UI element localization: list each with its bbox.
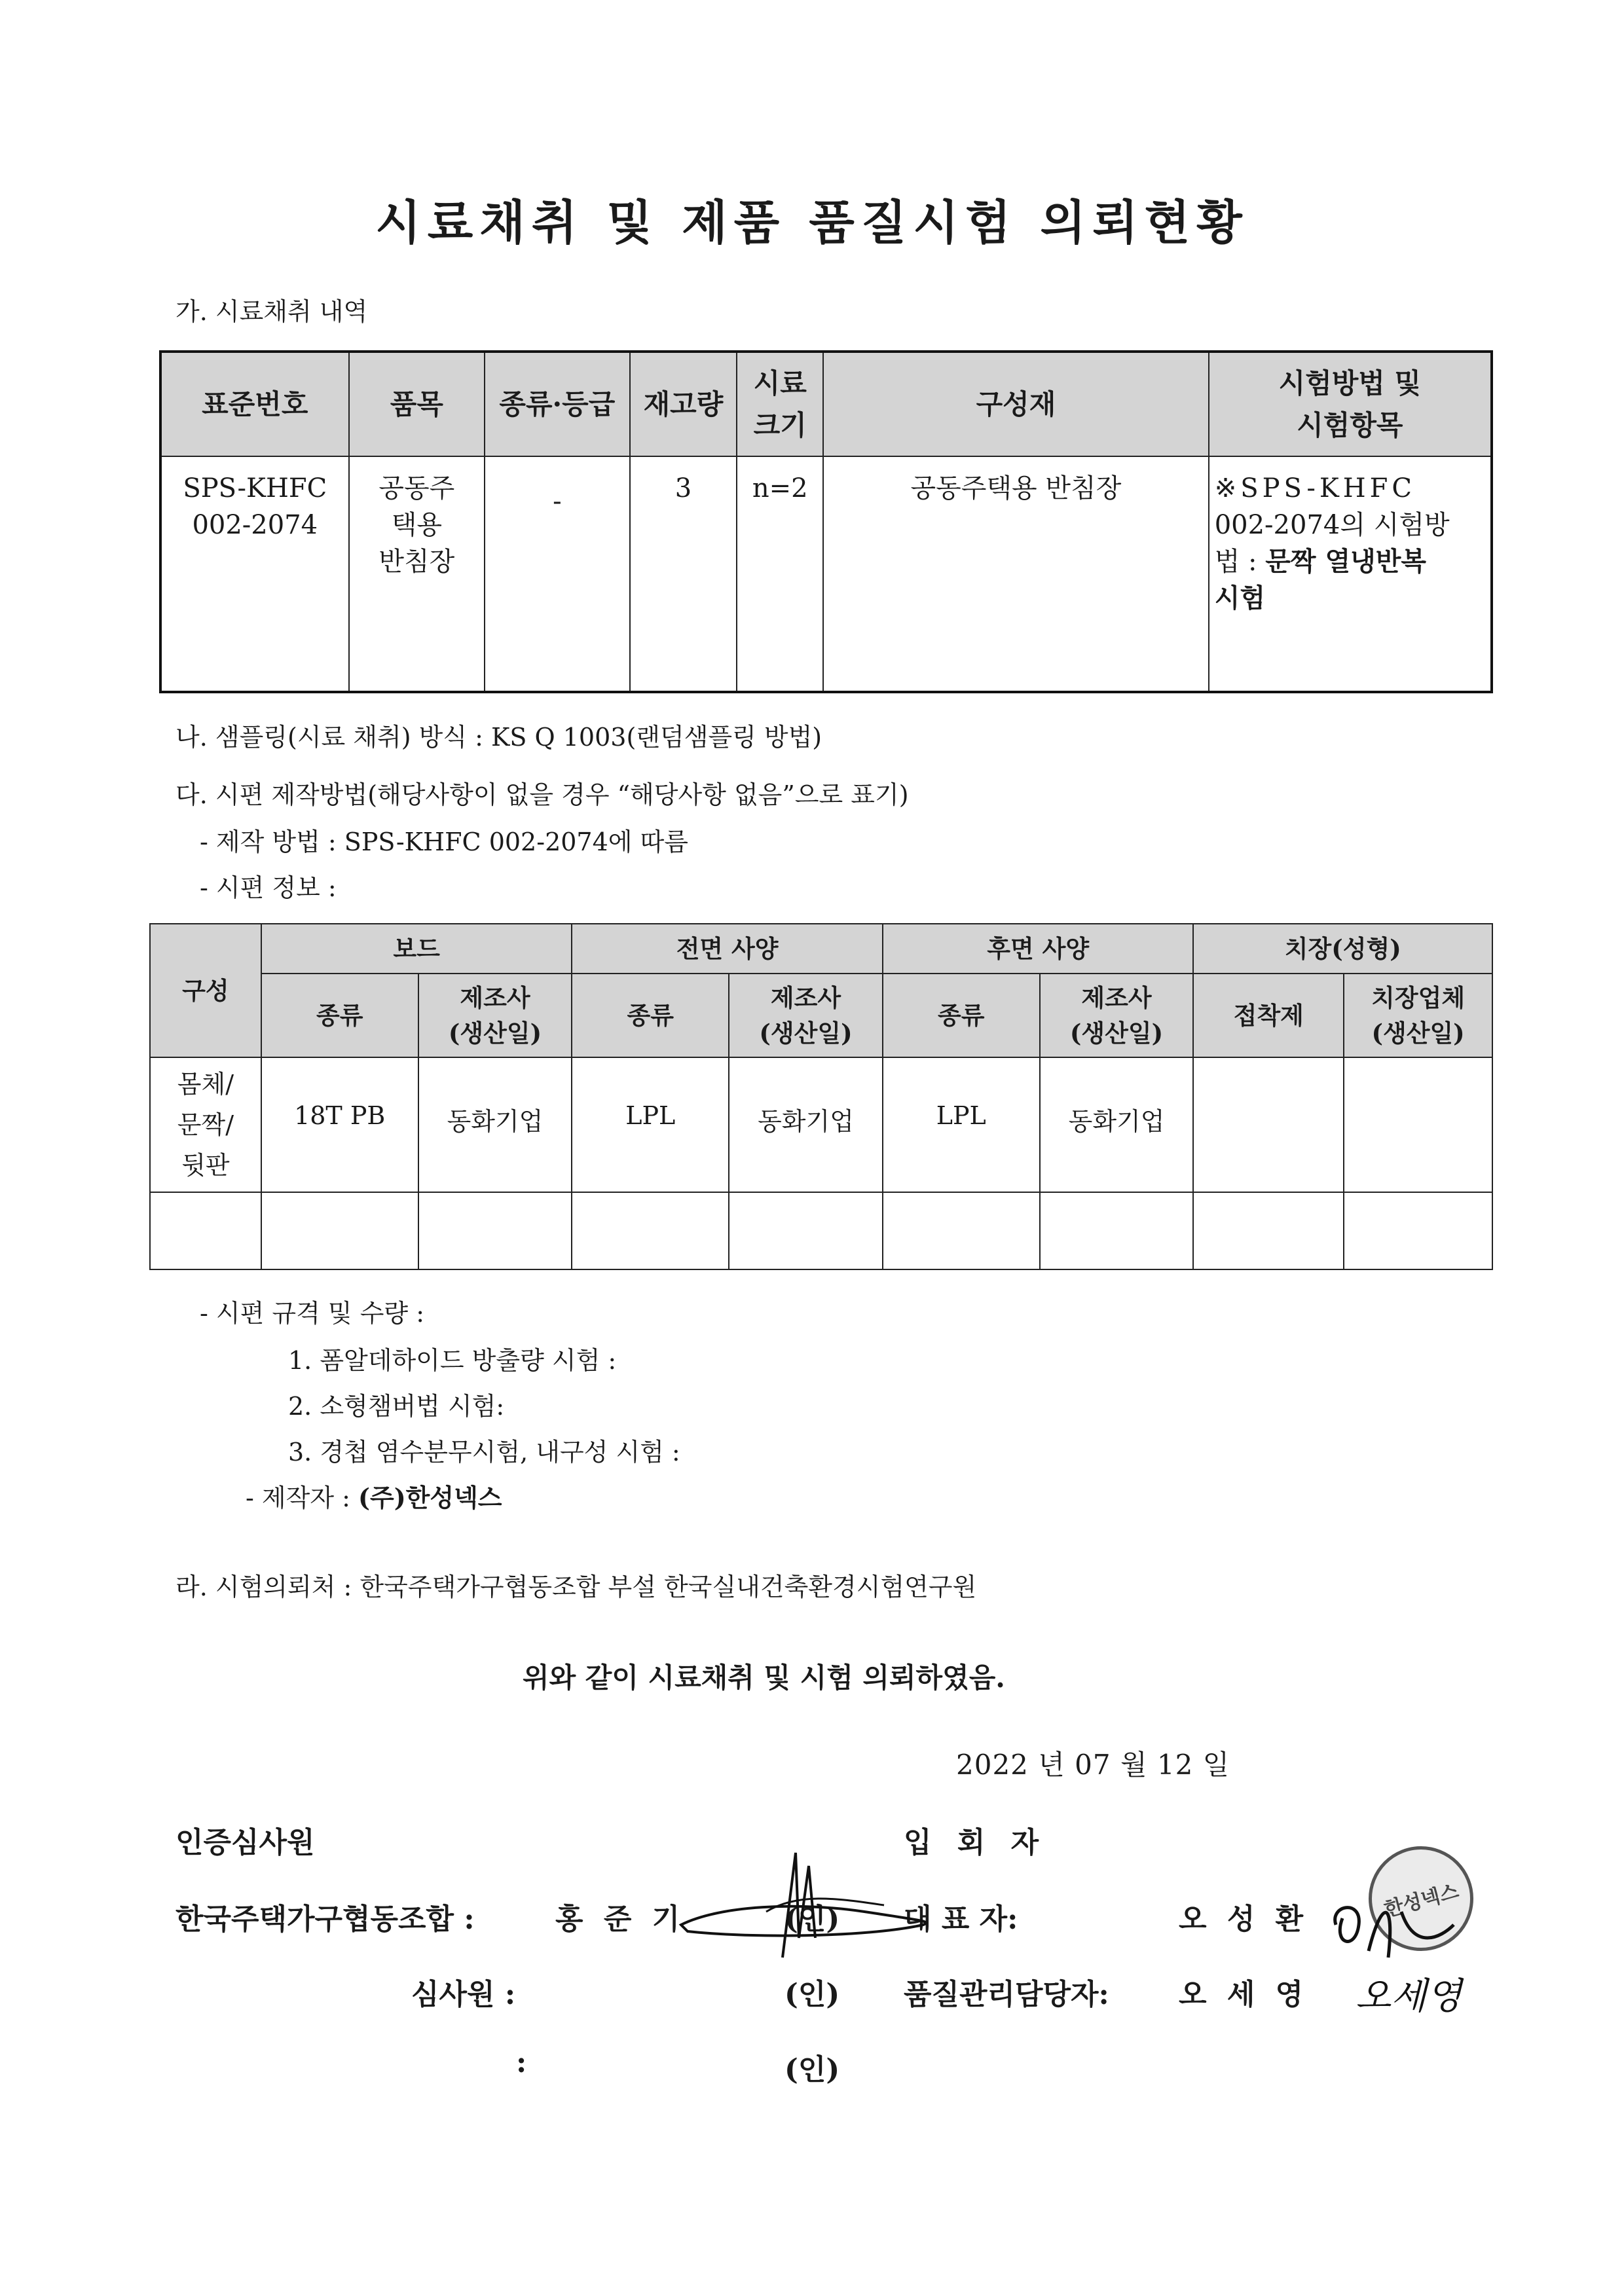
test-item-3: 3. 경첩 염수분무시험, 내구성 시험 :: [288, 1438, 680, 1467]
header-composition: 구성: [150, 924, 261, 1057]
section-ga-heading: 가. 시료채취 내역: [175, 297, 368, 326]
date: 2022 년 07 월 12 일: [956, 1749, 1230, 1781]
cell-grade: -: [485, 456, 630, 692]
auditor-seal: (인): [784, 1978, 840, 2011]
header-board-type: 종류: [261, 974, 418, 1057]
left-org: 한국주택가구협동조합 :: [175, 1903, 475, 1936]
company-stamp-text: 한성넥스: [1382, 1880, 1462, 1922]
header-method: [1209, 352, 1492, 456]
cell-edge-maker: [1344, 1057, 1492, 1192]
method-l1: ※SPS-KHFC: [1214, 473, 1416, 503]
header-stock: 재고량: [630, 352, 737, 456]
cell-method: [1209, 456, 1492, 692]
qm-signature: 오세영: [1356, 1975, 1462, 2018]
cell-adhesive: [1193, 1057, 1344, 1192]
header-board-maker: [418, 974, 572, 1057]
specimen-info: - 시편 정보 :: [200, 873, 337, 902]
header-std-no: 표준번호: [160, 352, 349, 456]
sampling-table-header: [160, 352, 1492, 456]
header-sample-l2: 크기: [753, 409, 807, 441]
composition-l1: 몸체/: [177, 1070, 234, 1099]
header-sample-l1: 시료: [753, 367, 807, 399]
empty-cell: [1344, 1192, 1492, 1269]
specimen-table-group-header: [150, 924, 1492, 974]
std-no-l1: SPS-KHFC: [183, 473, 327, 503]
back-maker-l2: (생산일): [1069, 1019, 1164, 1048]
spec-qty: - 시편 규격 및 수량 :: [200, 1299, 424, 1328]
left-seal: (인): [784, 1903, 840, 1936]
section-da: 다. 시편 제작방법(해당사항이 없을 경우 “해당사항 없음”으로 표기): [175, 780, 909, 809]
empty-cell: [572, 1192, 729, 1269]
test-item-2: 2. 소형챔버법 시험:: [288, 1392, 505, 1421]
header-method-l2: 시험항목: [1297, 409, 1403, 441]
header-front-maker: [729, 974, 883, 1057]
item-l2: 택용: [391, 510, 442, 540]
right-heading: 입 회 자: [904, 1826, 1047, 1859]
back-maker-l1: 제조사: [1081, 983, 1152, 1012]
method-l2: 002-2074의 시험방: [1214, 510, 1450, 540]
method-l3: [1215, 543, 1490, 580]
empty-cell: [261, 1192, 418, 1269]
header-back: 후면 사양: [883, 924, 1194, 974]
empty-cell: [1193, 1192, 1344, 1269]
cell-board-type: 18T PB: [261, 1057, 418, 1192]
cell-item: [349, 456, 485, 692]
header-front: 전면 사양: [572, 924, 883, 974]
edge-maker-l2: (생산일): [1371, 1019, 1465, 1048]
empty-cell: [883, 1192, 1040, 1269]
table-row: [150, 1192, 1492, 1269]
method-l4: 시험: [1214, 583, 1265, 613]
left-name: 홍 준 기: [555, 1903, 686, 1936]
header-sample-size: [737, 352, 823, 456]
composition-l3: 뒷판: [181, 1151, 230, 1180]
empty-cell: [729, 1192, 883, 1269]
blank-seal: (인): [784, 2053, 840, 2086]
maker-line: [246, 1478, 502, 1514]
cell-std-no: [160, 456, 349, 692]
header-components: 구성재: [823, 352, 1209, 456]
page-title: 시료채취 및 제품 품질시험 의뢰현황: [375, 194, 1249, 250]
header-edge: 치장(성형): [1193, 924, 1492, 974]
statement: 위와 같이 시료채취 및 시험 의뢰하였음.: [523, 1662, 1005, 1694]
item-l3: 반침장: [378, 547, 455, 577]
section-ra: 라. 시험의뢰처 : 한국주택가구협동조합 부설 한국실내건축환경시험연구원: [175, 1573, 977, 1601]
header-back-type: 종류: [883, 974, 1040, 1057]
auditor-label: 심사원 :: [411, 1978, 516, 2011]
specimen-table: [149, 923, 1493, 1270]
header-back-maker: [1040, 974, 1194, 1057]
inspector-signature-icon: [668, 1840, 943, 1964]
header-front-type: 종류: [572, 974, 729, 1057]
make-method: - 제작 방법 : SPS-KHFC 002-2074에 따름: [200, 828, 688, 856]
header-item: 품목: [349, 352, 485, 456]
cell-components: 공동주택용 반침장: [823, 456, 1209, 692]
method-l3-b: 문짝 열냉반복: [1265, 546, 1426, 577]
sampling-table: [159, 350, 1493, 693]
maker-label: - 제작자 :: [246, 1484, 359, 1512]
front-maker-l2: (생산일): [759, 1019, 853, 1048]
item-l1: 공동주: [378, 473, 455, 503]
rep-name: 오 성 환: [1179, 1903, 1309, 1936]
empty-cell: [1040, 1192, 1194, 1269]
rep-label: 대 표 자:: [904, 1903, 1018, 1936]
edge-maker-l1: 치장업체: [1371, 983, 1466, 1012]
header-adhesive: 접착제: [1193, 974, 1344, 1057]
header-grade: 종류·등급: [485, 352, 630, 456]
table-row: [150, 1057, 1492, 1192]
composition-l2: 문짝/: [177, 1110, 234, 1139]
std-no-l2: 002-2074: [192, 510, 318, 540]
board-maker-l1: 제조사: [460, 983, 530, 1012]
maker-name: (주)한성넥스: [358, 1483, 502, 1512]
method-l3-a: 법 :: [1214, 547, 1266, 577]
empty-cell: [150, 1192, 261, 1269]
qm-name: 오 세 영: [1179, 1978, 1309, 2011]
cell-back-type: LPL: [883, 1057, 1040, 1192]
qm-label: 품질관리담당자:: [904, 1978, 1109, 2011]
empty-cell: [418, 1192, 572, 1269]
board-maker-l2: (생산일): [448, 1019, 542, 1048]
cell-board-maker: 동화기업: [418, 1057, 572, 1192]
left-heading: 인증심사원: [175, 1826, 315, 1859]
cell-stock: 3: [630, 456, 737, 692]
test-item-1: 1. 폼알데하이드 방출량 시험 :: [288, 1346, 617, 1375]
header-method-l1: 시험방법 및: [1278, 367, 1422, 399]
representative-signature-icon: [1323, 1886, 1467, 1971]
blank-colon: :: [516, 2046, 527, 2079]
cell-sample-size: n=2: [737, 456, 823, 692]
table-row: [160, 456, 1492, 692]
cell-front-maker: 동화기업: [729, 1057, 883, 1192]
section-na: 나. 샘플링(시료 채취) 방식 : KS Q 1003(랜덤샘플링 방법): [175, 723, 822, 752]
header-board: 보드: [261, 924, 572, 974]
cell-front-type: LPL: [572, 1057, 729, 1192]
cell-composition: [150, 1057, 261, 1192]
specimen-table-sub-header: [150, 974, 1492, 1057]
front-maker-l1: 제조사: [770, 983, 841, 1012]
cell-back-maker: 동화기업: [1040, 1057, 1194, 1192]
header-edge-maker: [1344, 974, 1492, 1057]
